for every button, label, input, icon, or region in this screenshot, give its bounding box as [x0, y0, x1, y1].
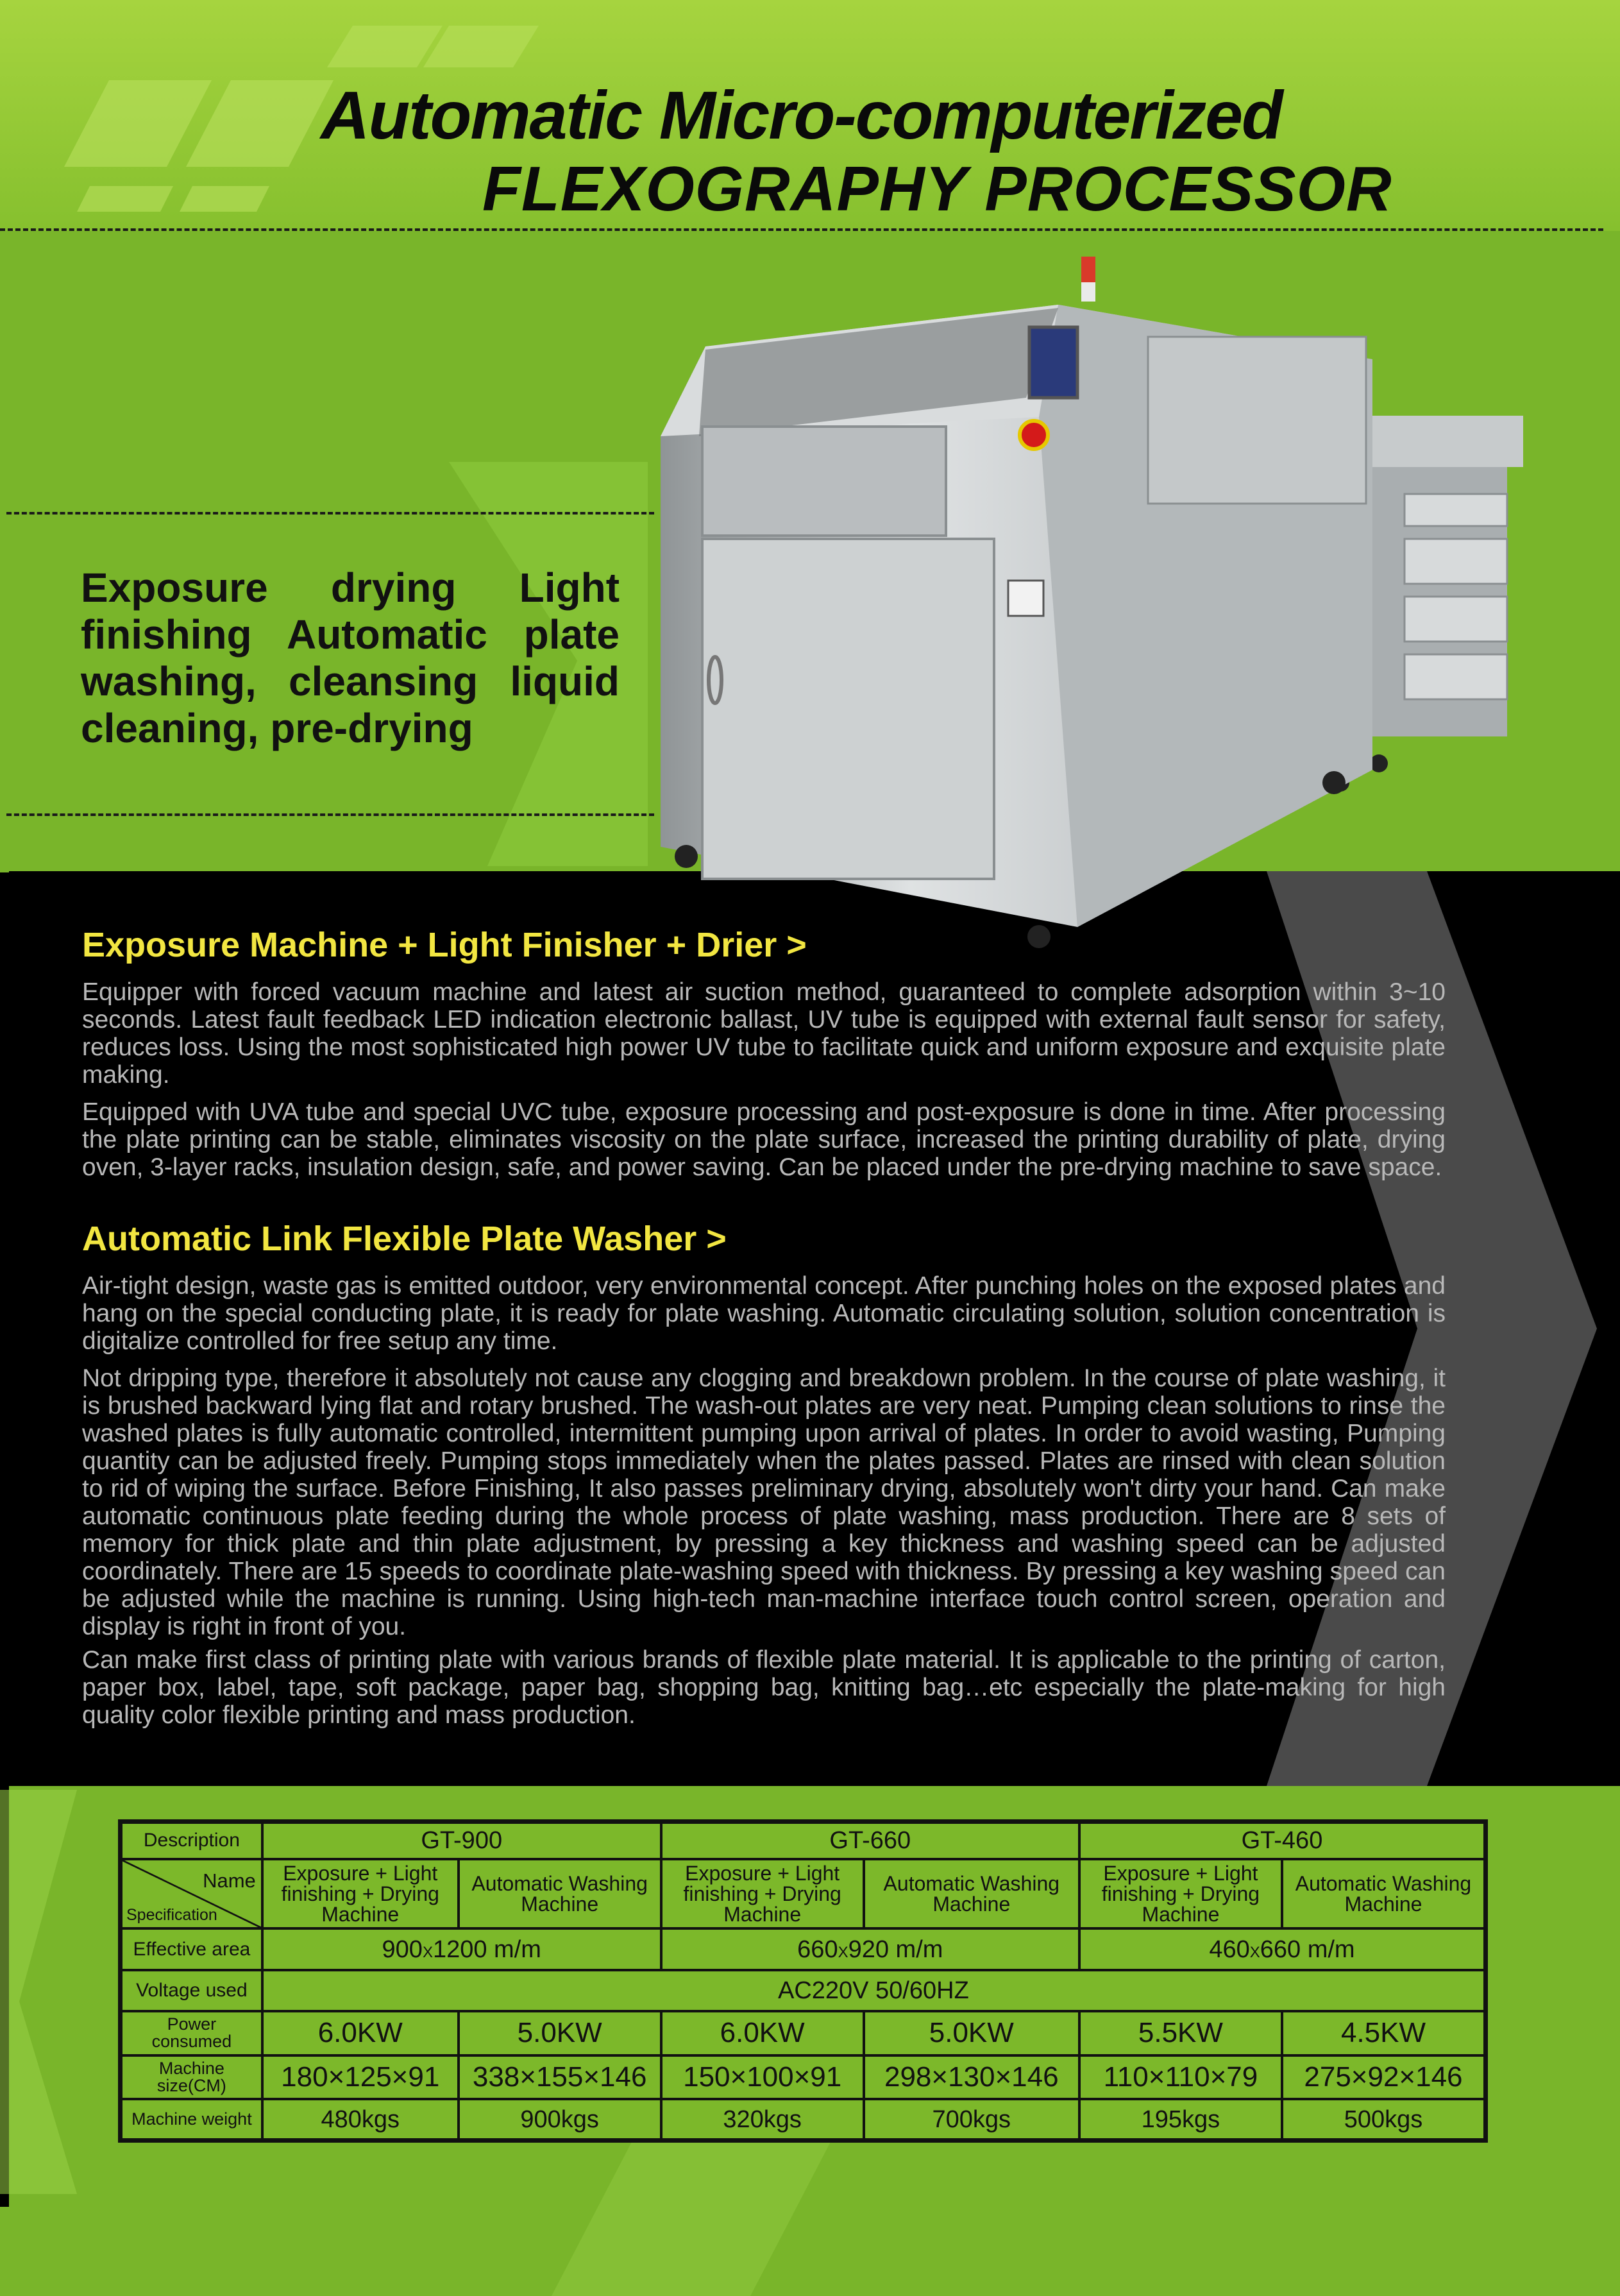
effective-area-gt900: 900X1200 m/m: [262, 1928, 661, 1969]
row-label-size: Machine size(CM): [121, 2055, 262, 2099]
page-title-line1: Automatic Micro-computerized: [321, 78, 1282, 153]
row-label-effective-area: Effective area: [121, 1928, 262, 1969]
size-value: 180×125×91: [262, 2055, 459, 2099]
effective-area-gt660: 660X920 m/m: [661, 1928, 1079, 1969]
power-value: 5.0KW: [864, 2011, 1079, 2055]
tagline-divider-top: [6, 512, 654, 514]
section-heading-exposure: Exposure Machine + Light Finisher + Drier >: [82, 926, 807, 964]
section-paragraph: Can make first class of printing plate with various brands of flexible plate material. It is applicable to the printing of carton, paper box, label, tape, soft package, paper bag, shopping bag, knitting bag…etc especially the plate-making for high quality color flexible printing and mass production.: [82, 1646, 1446, 1729]
page-title-line2: FLEXOGRAPHY PROCESSOR: [482, 153, 1392, 224]
size-value: 110×110×79: [1079, 2055, 1282, 2099]
tagline: Exposure drying Light finishing Automatic plate washing, cleansing liquid cleaning, pre-drying: [81, 565, 620, 751]
power-value: 6.0KW: [262, 2011, 459, 2055]
size-value: 338×155×146: [459, 2055, 661, 2099]
weight-value: 480kgs: [262, 2099, 459, 2140]
description-header: Description: [121, 1822, 262, 1859]
header-divider: [0, 228, 1603, 231]
size-value: 298×130×146: [864, 2055, 1079, 2099]
section-paragraph: Equipped with UVA tube and special UVC tube, exposure processing and post-exposure is done in time. After processing the plate printing can be stable, eliminates viscosity on the plate surface, increased the printing durability of plate, drying oven, 3-layer racks, insulation design, safe, and power saving. Can be placed under the pre-drying machine to save space.: [82, 1098, 1446, 1181]
weight-value: 320kgs: [661, 2099, 864, 2140]
power-value: 5.0KW: [459, 2011, 661, 2055]
effective-area-gt460: 460X660 m/m: [1079, 1928, 1486, 1969]
specification-table: [118, 1819, 1488, 2143]
specification-label: Specification: [126, 1906, 217, 1925]
tagline-divider-bottom: [6, 813, 654, 816]
name-specification-cell: [121, 1859, 262, 1929]
section-paragraph: Not dripping type, therefore it absolutely not cause any clogging and breakdown problem. In the course of plate washing, it is brushed backward lying flat and rotary brushed. The wash-out plates are very neat. Pumping clean solutions to rinse the washed plates is fully automatic controlled, intermittent pumping upon arrival of plates. In order to avoid wasting, Pumping quantity can be adjusted freely. Pumping stops immediately when the plates passed. Plates are rinsed with clean solution to rid of wiping the surface. Before Finishing, It also passes preliminary drying, absolutely won't dirty your hand. Can make automatic continuous plate feeding during the whole process of plate washing, mass production. There are 8 sets of memory for thick plate and thin plate adjustment, by pressing a key thickness and washing speed can be adjusted coordinately. There are 15 speeds to coordinate plate-washing speed with thickness. By pressing a key washing speed can be adjusted while the machine is running. Using high-tech man-machine interface touch control screen, operation and display is right in front of you.: [82, 1365, 1446, 1640]
model-header-gt460: GT-460: [1079, 1822, 1486, 1859]
weight-value: 195kgs: [1079, 2099, 1282, 2140]
name-label: Name: [203, 1869, 256, 1892]
model-header-gt900: GT-900: [262, 1822, 661, 1859]
row-label-voltage: Voltage used: [121, 1970, 262, 2011]
model-header-gt660: GT-660: [661, 1822, 1079, 1859]
type-washer-gt900: Automatic Washing Machine: [459, 1859, 661, 1929]
row-label-weight: Machine weight: [121, 2099, 262, 2140]
voltage-value: AC220V 50/60HZ: [262, 1970, 1486, 2011]
row-label-power: Power consumed: [121, 2011, 262, 2055]
power-value: 6.0KW: [661, 2011, 864, 2055]
power-value: 5.5KW: [1079, 2011, 1282, 2055]
weight-value: 500kgs: [1282, 2099, 1486, 2140]
type-exposure-gt460: Exposure + Light finishing + Drying Machine: [1079, 1859, 1282, 1929]
weight-value: 700kgs: [864, 2099, 1079, 2140]
section-heading-washer: Automatic Link Flexible Plate Washer >: [82, 1220, 727, 1258]
size-value: 150×100×91: [661, 2055, 864, 2099]
weight-value: 900kgs: [459, 2099, 661, 2140]
type-exposure-gt900: Exposure + Light finishing + Drying Machine: [262, 1859, 459, 1929]
type-exposure-gt660: Exposure + Light finishing + Drying Machine: [661, 1859, 864, 1929]
power-value: 4.5KW: [1282, 2011, 1486, 2055]
size-value: 275×92×146: [1282, 2055, 1486, 2099]
section-paragraph: Air-tight design, waste gas is emitted outdoor, very environmental concept. After punching holes on the exposed plates and hang on the special conducting plate, it is ready for plate washing. Automatic circulating solution, solution concentration is digitalize controlled for free setup any time.: [82, 1272, 1446, 1355]
type-washer-gt460: Automatic Washing Machine: [1282, 1859, 1486, 1929]
type-washer-gt660: Automatic Washing Machine: [864, 1859, 1079, 1929]
section-paragraph: Equipper with forced vacuum machine and latest air suction method, guaranteed to complete adsorption within 3~10 seconds. Latest fault feedback LED indication electronic ballast, UV tube is equipped with external fault sensor for safety, reduces loss. Using the most sophisticated high power UV tube to facilitate quick and uniform exposure and exquisite plate making.: [82, 978, 1446, 1089]
